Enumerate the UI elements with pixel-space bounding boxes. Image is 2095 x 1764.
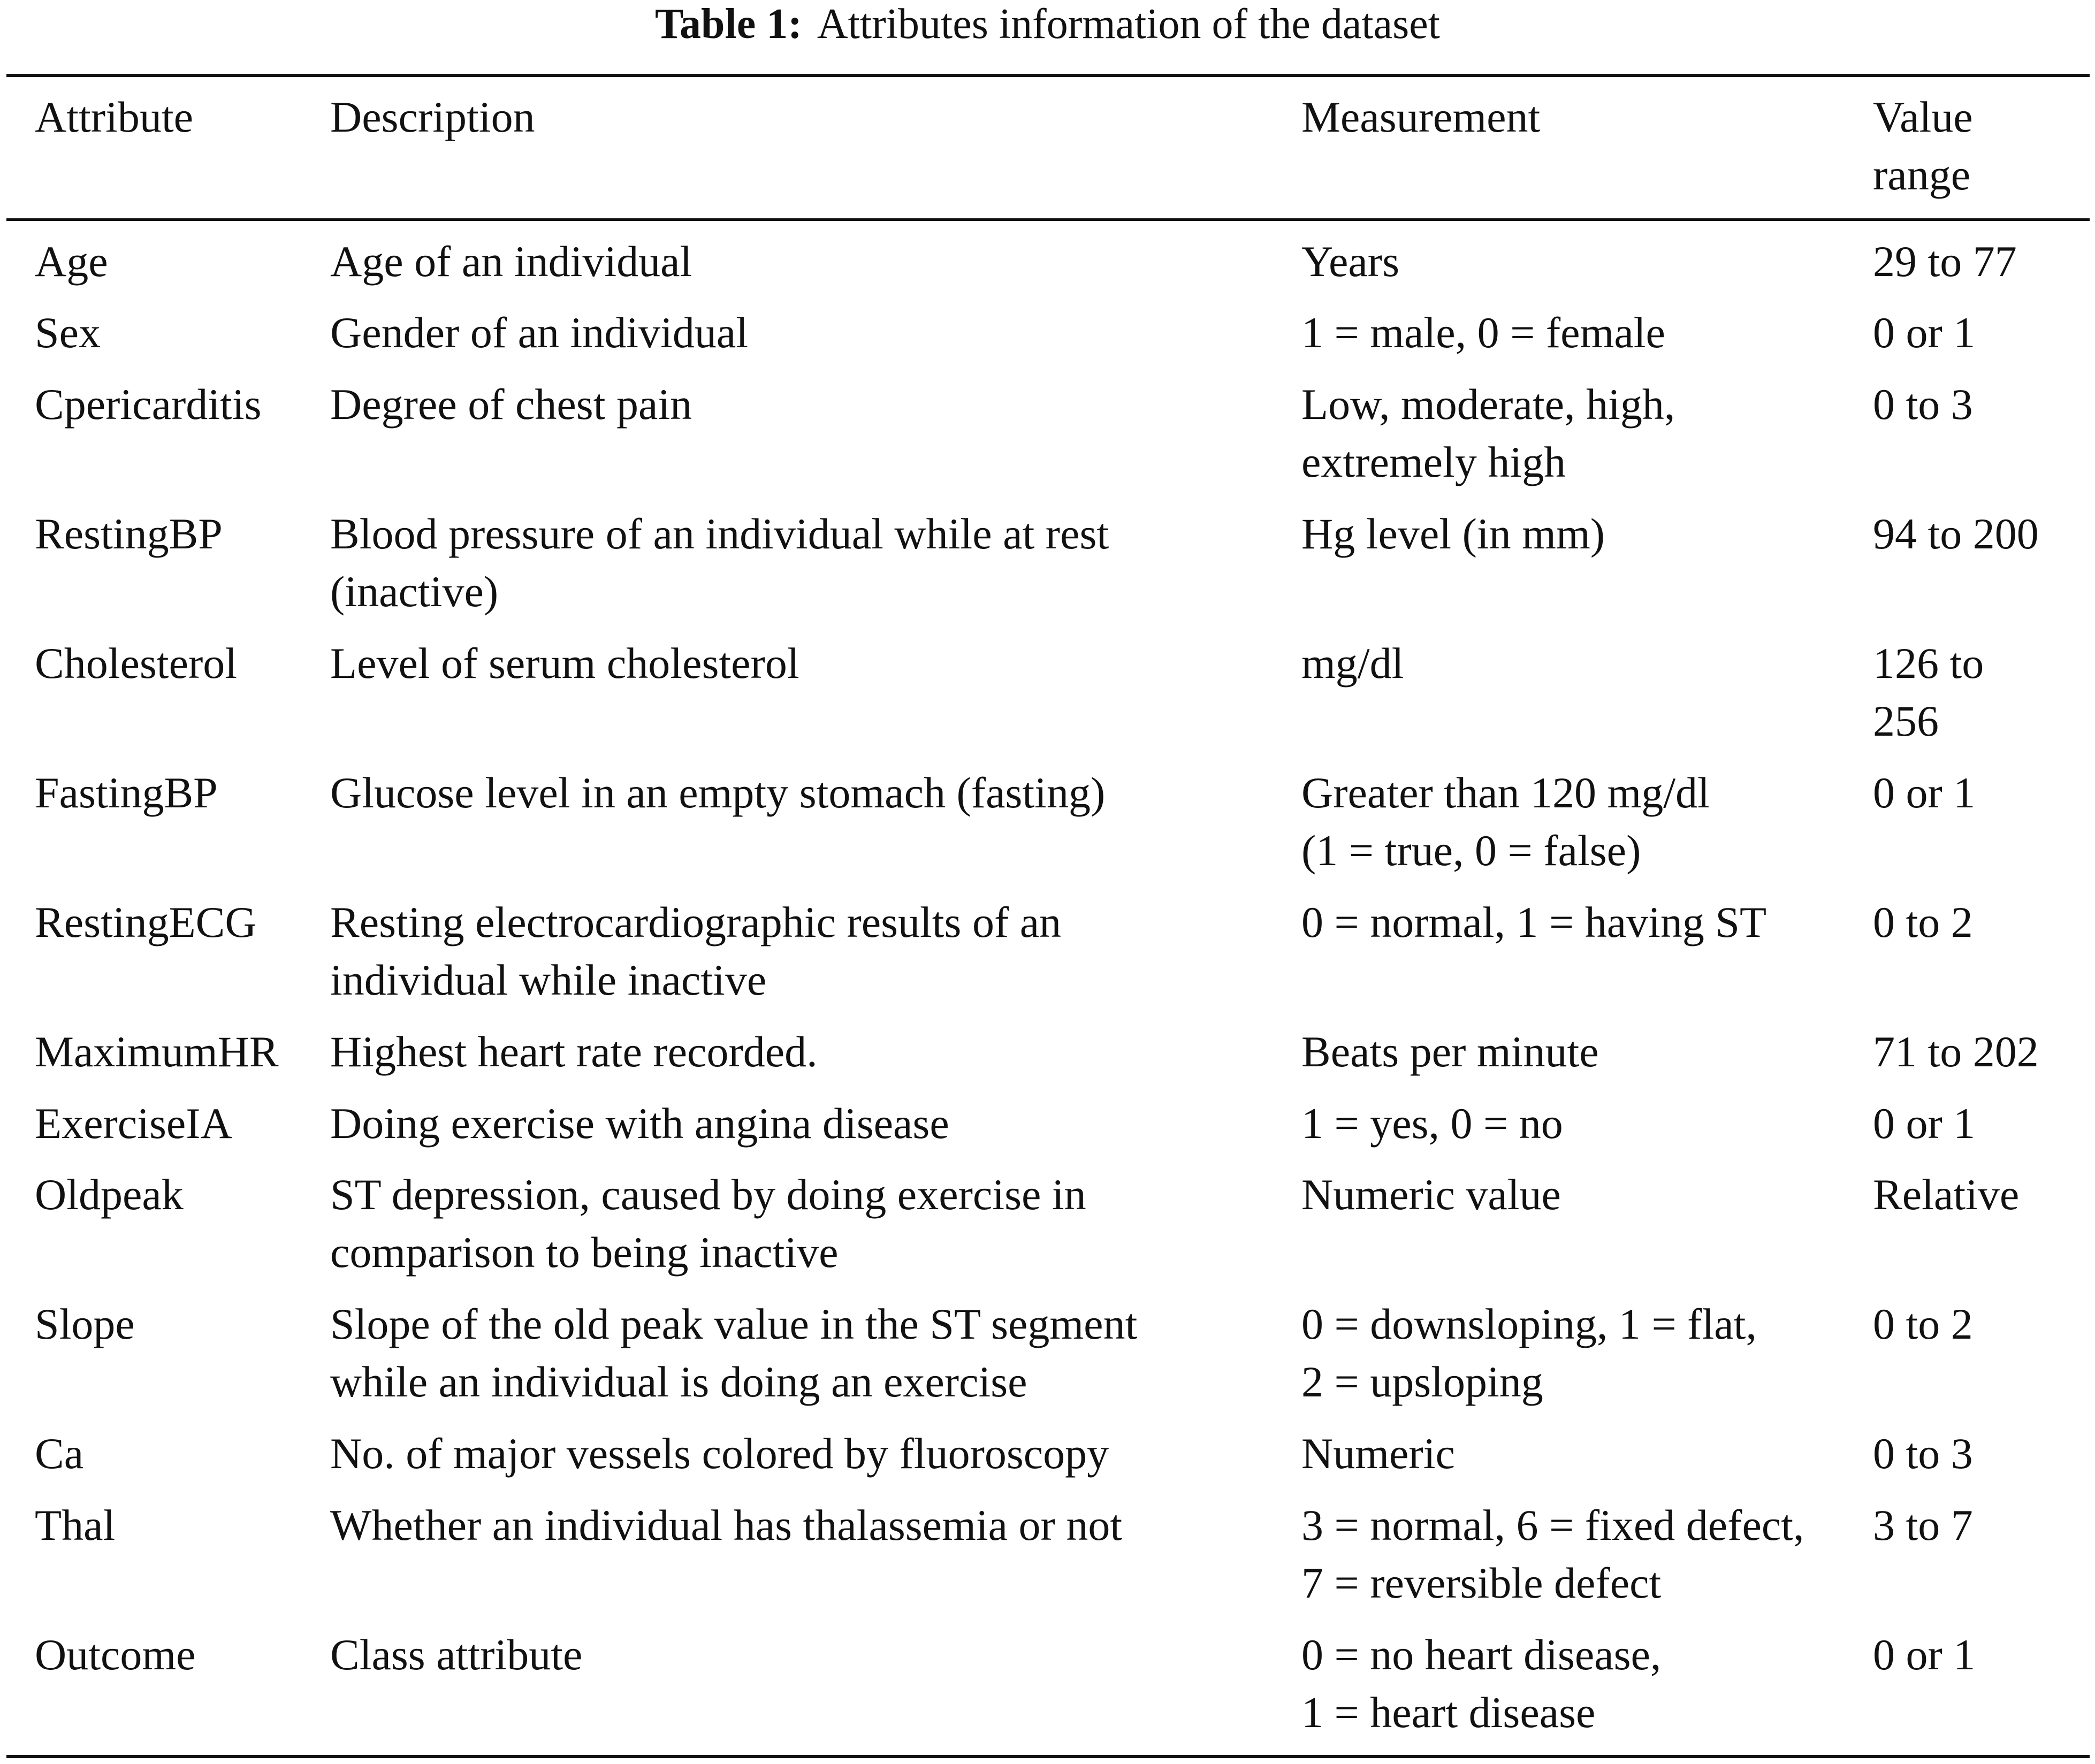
cell-measurement: Hg level (in mm) xyxy=(1301,509,1605,558)
cell-value-range: 29 to 77 xyxy=(1873,237,2017,286)
cell-value-range: 126 to 256 xyxy=(1873,639,1984,745)
header-attribute: Attribute xyxy=(35,93,194,141)
cell-description: ST depression, caused by doing exercise in comparison to being inactive xyxy=(330,1170,1086,1277)
cell-attribute: RestingECG xyxy=(35,898,257,946)
cell-attribute: RestingBP xyxy=(35,509,223,558)
cell-value-range: 0 to 2 xyxy=(1873,898,1973,946)
cell-description: Glucose level in an empty stomach (fasting) xyxy=(330,768,1106,817)
cell-attribute: Sex xyxy=(35,308,101,357)
cell-measurement: Numeric value xyxy=(1301,1170,1561,1219)
cell-value-range: 3 to 7 xyxy=(1873,1501,1973,1549)
cell-description: Resting electrocardiographic results of an individual while inactive xyxy=(330,898,1062,1004)
cell-description: Level of serum cholesterol xyxy=(330,639,799,688)
cell-description: Highest heart rate recorded. xyxy=(330,1027,818,1076)
cell-measurement: 1 = yes, 0 = no xyxy=(1301,1099,1563,1148)
cell-value-range: 0 or 1 xyxy=(1873,1099,1976,1148)
header-measurement: Measurement xyxy=(1301,93,1541,141)
cell-description: Degree of chest pain xyxy=(330,380,692,429)
cell-attribute: MaximumHR xyxy=(35,1027,279,1076)
cell-measurement: Beats per minute xyxy=(1301,1027,1599,1076)
cell-description: Slope of the old peak value in the ST segment while an individual is doing an exercise xyxy=(330,1300,1138,1406)
cell-value-range: 71 to 202 xyxy=(1873,1027,2039,1076)
cell-value-range: 0 to 3 xyxy=(1873,1429,1973,1478)
cell-attribute: ExerciseIA xyxy=(35,1099,232,1148)
cell-measurement: Low, moderate, high, extremely high xyxy=(1301,380,1675,486)
cell-attribute: Slope xyxy=(35,1300,135,1348)
cell-description: No. of major vessels colored by fluoroscopy xyxy=(330,1429,1109,1478)
cell-value-range: 0 to 2 xyxy=(1873,1300,1973,1348)
cell-description: Age of an individual xyxy=(330,237,692,286)
cell-measurement: mg/dl xyxy=(1301,639,1404,688)
cell-attribute: Outcome xyxy=(35,1630,196,1679)
header-value-range: Value range xyxy=(1873,93,1973,199)
cell-measurement: 0 = normal, 1 = having ST xyxy=(1301,898,1767,946)
cell-attribute: Age xyxy=(35,237,108,286)
cell-description: Gender of an individual xyxy=(330,308,749,357)
cell-value-range: Relative xyxy=(1873,1170,2020,1219)
cell-value-range: 94 to 200 xyxy=(1873,509,2039,558)
cell-measurement: 0 = downsloping, 1 = flat, 2 = upsloping xyxy=(1301,1300,1757,1406)
cell-measurement: 3 = normal, 6 = fixed defect, 7 = reversible defect xyxy=(1301,1501,1804,1607)
cell-description: Whether an individual has thalassemia or not xyxy=(330,1501,1123,1549)
cell-measurement: Greater than 120 mg/dl (1 = true, 0 = false) xyxy=(1301,768,1710,875)
table-caption-label: Table 1: xyxy=(654,1,802,48)
cell-description: Class attribute xyxy=(330,1630,583,1679)
cell-attribute: Thal xyxy=(35,1501,116,1549)
cell-measurement: Numeric xyxy=(1301,1429,1455,1478)
cell-value-range: 0 or 1 xyxy=(1873,1630,1976,1679)
cell-description: Doing exercise with angina disease xyxy=(330,1099,949,1148)
cell-value-range: 0 or 1 xyxy=(1873,308,1976,357)
cell-measurement: 1 = male, 0 = female xyxy=(1301,308,1665,357)
table-caption-text: Attributes information of the dataset xyxy=(817,1,1441,48)
cell-attribute: FastingBP xyxy=(35,768,218,817)
cell-measurement: Years xyxy=(1301,237,1400,286)
cell-attribute: Cholesterol xyxy=(35,639,238,688)
cell-value-range: 0 to 3 xyxy=(1873,380,1973,429)
cell-description: Blood pressure of an individual while at rest (inactive) xyxy=(330,509,1109,616)
header-description: Description xyxy=(330,93,535,141)
cell-attribute: Cpericarditis xyxy=(35,380,262,429)
cell-measurement: 0 = no heart disease, 1 = heart disease xyxy=(1301,1630,1662,1737)
cell-attribute: Oldpeak xyxy=(35,1170,184,1219)
cell-attribute: Ca xyxy=(35,1429,84,1478)
cell-value-range: 0 or 1 xyxy=(1873,768,1976,817)
